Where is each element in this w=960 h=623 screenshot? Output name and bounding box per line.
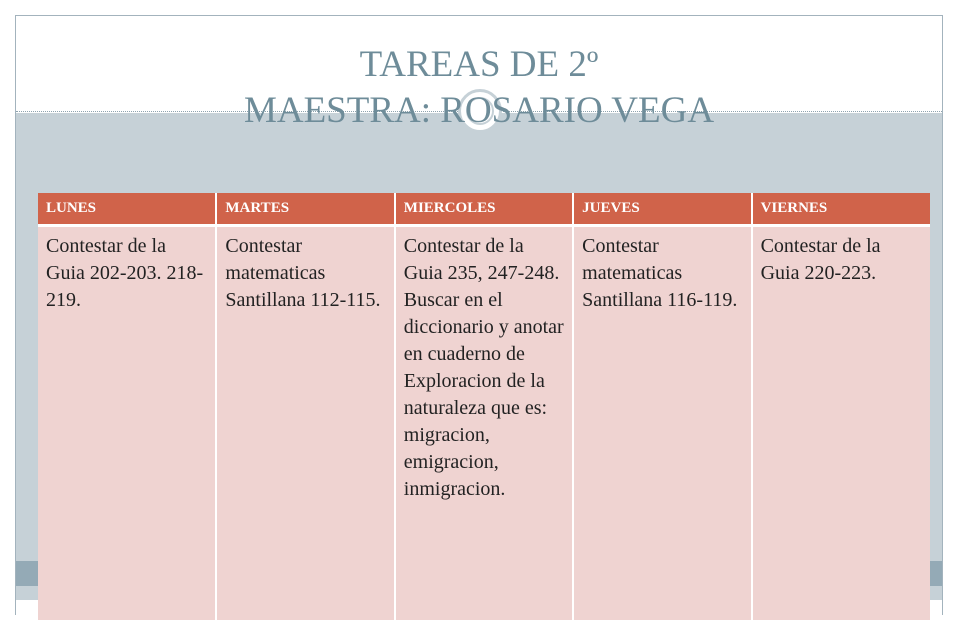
header-tuesday: MARTES <box>216 193 394 225</box>
task-wednesday: Contestar de la Guia 235, 247-248. Buscar en el diccionario y anotar en cuaderno de Exploracion de la naturaleza que es: migracion, emigracion, inmigracion. <box>395 225 573 620</box>
homework-schedule <box>38 193 930 623</box>
task-tuesday: Contestar matematicas Santillana 112-115. <box>216 225 394 620</box>
slide-title <box>16 42 942 134</box>
header-wednesday: MIERCOLES <box>395 193 573 225</box>
task-monday: Contestar de la Guia 202-203. 218-219. <box>38 225 216 620</box>
task-friday: Contestar de la Guia 220-223. <box>752 225 930 620</box>
header-friday: VIERNES <box>752 193 930 225</box>
task-thursday: Contestar matematicas Santillana 116-119. <box>573 225 751 620</box>
schedule-table <box>38 193 930 620</box>
header-row <box>38 193 930 225</box>
header-monday: LUNES <box>38 193 216 225</box>
title-line-2: MAESTRA: ROSARIO VEGA <box>243 90 715 131</box>
tasks-row <box>38 225 930 620</box>
header-thursday: JUEVES <box>573 193 751 225</box>
title-line-1: TAREAS DE 2º <box>359 44 599 85</box>
